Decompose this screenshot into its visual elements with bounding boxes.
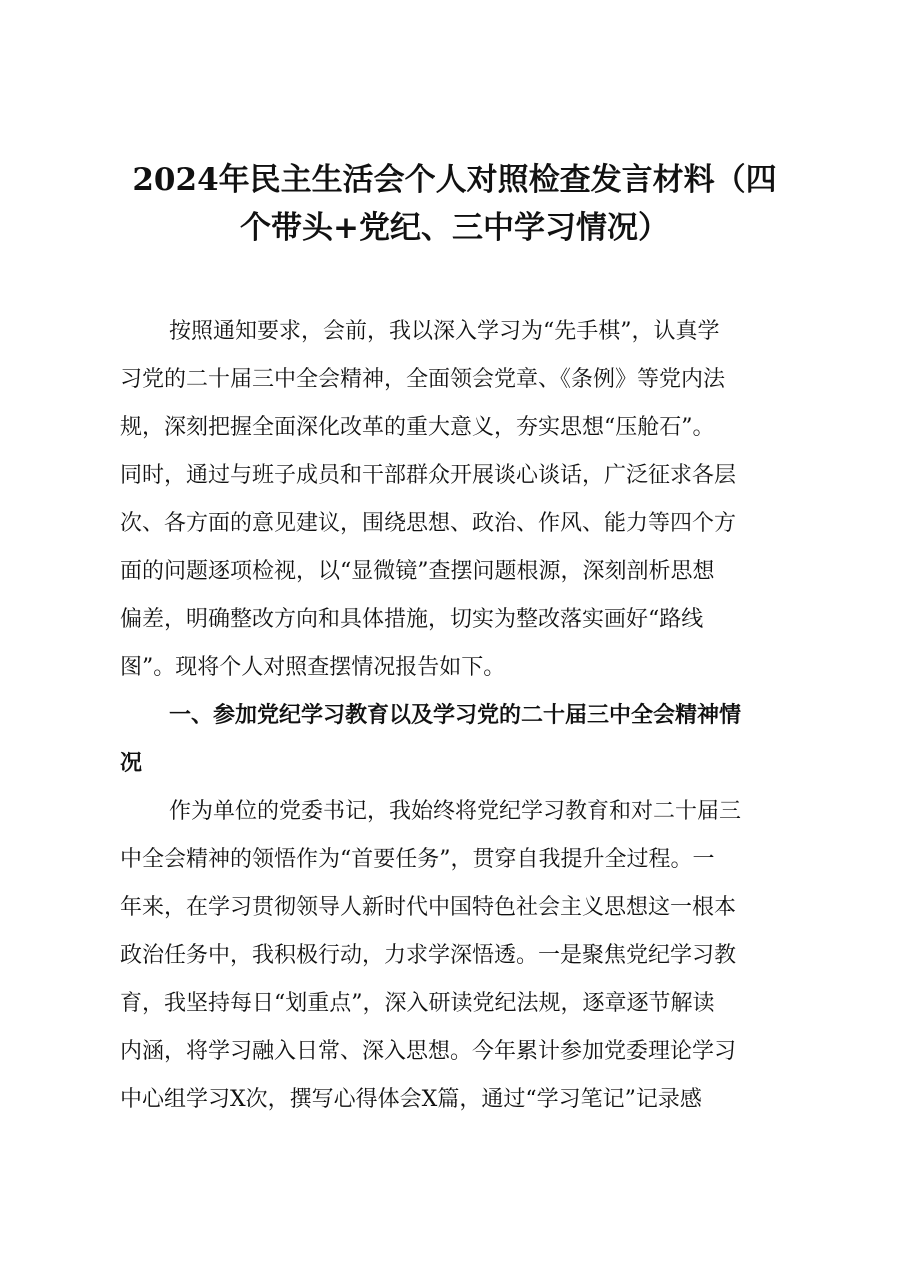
section-1-line-5: 育，我坚持每日“划重点”，深入研读党纪法规，逐章逐节解读 [120,991,715,1016]
intro-line-4: 同时，通过与班子成员和干部群众开展谈心谈话，广泛征求各层 [120,463,737,488]
intro-line-1: 按照通知要求，会前，我以深入学习为“先手棋”，认真学 [169,319,720,344]
section-1-heading-line-2: 况 [120,751,143,776]
document-body [120,308,790,1124]
section-1-paragraph [120,788,790,1124]
intro-line-5: 次、各方面的意见建议，围绕思想、政治、作风、能力等四个方 [120,511,737,536]
section-1-line-4: 政治任务中，我积极行动，力求学深悟透。一是聚焦党纪学习教 [120,943,737,968]
intro-line-3: 规，深刻把握全面深化改革的重大意义，夯实思想“压舱石”。 [120,415,715,440]
section-1-line-3: 年来，在学习贯彻领导人新时代中国特色社会主义思想这一根本 [120,895,737,920]
intro-paragraph [120,308,790,692]
intro-line-8: 图”。现将个人对照查摆情况报告如下。 [120,655,506,680]
section-1-heading [120,692,790,788]
title-line-1: 2024年民主生活会个人对照检查发言材料（四 [132,162,777,198]
section-1-line-1: 作为单位的党委书记，我始终将党纪学习教育和对二十届三 [169,799,742,824]
intro-line-2: 习党的二十届三中全会精神，全面领会党章、《条例》等党内法 [120,367,726,392]
section-1-line-7: 中心组学习X次，撰写心得体会X篇，通过“学习笔记”记录感 [120,1087,702,1112]
title-line-2: 个带头+党纪、三中学习情况） [240,210,669,246]
intro-line-7: 偏差，明确整改方向和具体措施，切实为整改落实画好“路线 [120,607,704,632]
intro-line-6: 面的问题逐项检视，以“显微镜”查摆问题根源，深刻剖析思想 [120,559,715,584]
section-1-line-2: 中全会精神的领悟作为“首要任务”，贯穿自我提升全过程。一 [120,847,715,872]
document-title [112,156,797,252]
section-1-line-6: 内涵，将学习融入日常、深入思想。今年累计参加党委理论学习 [120,1039,737,1064]
section-1-heading-line-1: 一、参加党纪学习教育以及学习党的二十届三中全会精神情 [169,703,742,728]
